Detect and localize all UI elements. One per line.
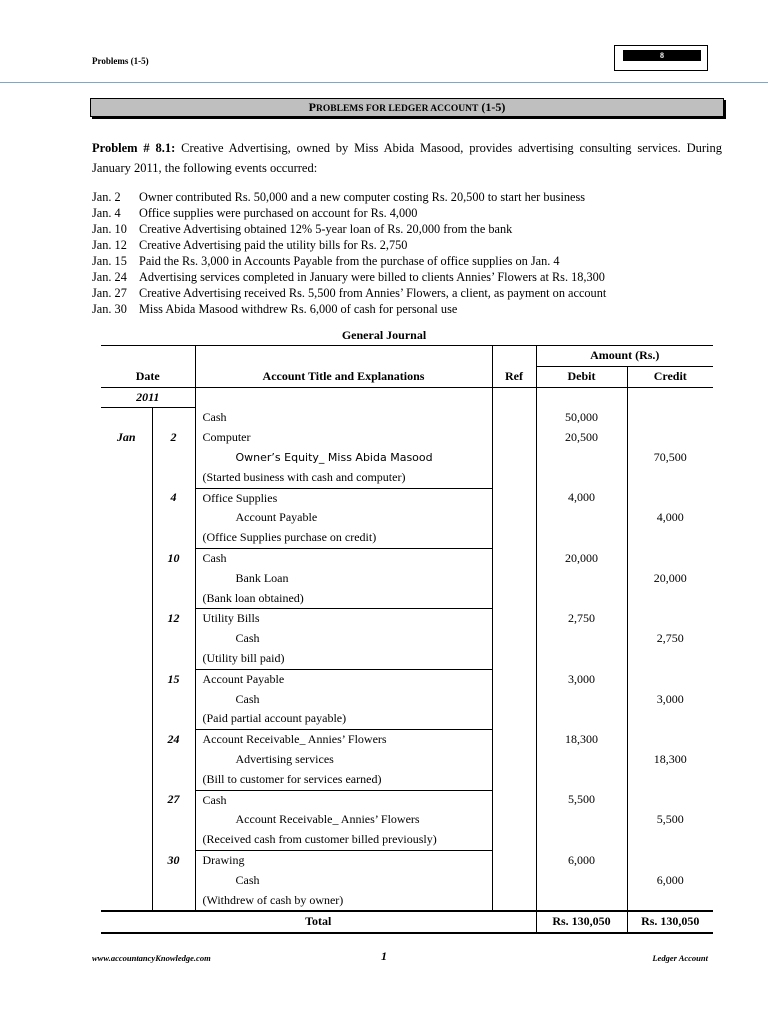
journal-day-cell: 12 (152, 609, 195, 629)
journal-account-cell: (Bill to customer for services earned) (195, 770, 492, 790)
event-date: Jan. 2 (92, 190, 121, 204)
journal-credit-cell (627, 468, 713, 488)
journal-debit-cell (536, 649, 627, 669)
journal-ref-cell (492, 488, 536, 508)
section-title-text: ROBLEMS FOR LEDGER ACCOUNT (316, 104, 479, 114)
journal-month-cell (101, 730, 152, 750)
journal-credit-cell (627, 830, 713, 850)
journal-year: 2011 (101, 387, 195, 408)
journal-debit-cell (536, 468, 627, 488)
journal-ref-cell (492, 448, 536, 468)
event-text: Creative Advertising obtained 12% 5-year loan of Rs. 20,000 from the bank (139, 222, 513, 236)
journal-account-cell: (Received cash from customer billed previously) (195, 830, 492, 850)
journal-account-cell: (Bank loan obtained) (195, 589, 492, 609)
journal-row (101, 770, 713, 790)
journal-credit-cell (627, 669, 713, 689)
total-debit: Rs. 130,050 (536, 911, 627, 933)
journal-credit-cell (627, 730, 713, 750)
journal-debit-cell: 5,500 (536, 790, 627, 810)
journal-month-cell (101, 629, 152, 649)
journal-account-cell: Account Receivable_ Annies’ Flowers (195, 810, 492, 830)
journal-ref-cell (492, 830, 536, 850)
journal-day-cell (152, 408, 195, 428)
journal-debit-cell: 50,000 (536, 408, 627, 428)
footer-right-label: Ledger Account (652, 953, 708, 963)
event-date: Jan. 10 (92, 222, 127, 236)
journal-row (101, 730, 713, 750)
journal-row (101, 468, 713, 488)
journal-debit-cell (536, 508, 627, 528)
journal-account-cell: Computer (195, 428, 492, 448)
event-item (92, 237, 732, 253)
journal-account-cell: Cash (195, 690, 492, 710)
journal-row (101, 871, 713, 891)
journal-cell (492, 387, 536, 408)
journal-cell (195, 387, 492, 408)
journal-row (101, 669, 713, 689)
journal-account-cell: Account Payable (195, 508, 492, 528)
journal-ref-cell (492, 669, 536, 689)
journal-month-cell (101, 810, 152, 830)
journal-day-cell: 2 (152, 428, 195, 448)
date-header: Date (101, 366, 195, 387)
header-divider (0, 82, 768, 83)
event-text: Creative Advertising received Rs. 5,500 from Annies’ Flowers, a client, as payment on account (139, 286, 607, 300)
journal-month-cell (101, 609, 152, 629)
journal-account-cell: Utility Bills (195, 609, 492, 629)
journal-debit-cell (536, 528, 627, 548)
journal-day-cell (152, 508, 195, 528)
journal-account-cell: Cash (195, 790, 492, 810)
journal-ref-cell (492, 770, 536, 790)
journal-account-cell: Advertising services (195, 750, 492, 770)
journal-credit-cell (627, 548, 713, 568)
journal-month-cell (101, 589, 152, 609)
journal-debit-cell (536, 690, 627, 710)
journal-account-cell: Cash (195, 548, 492, 568)
journal-month-cell (101, 548, 152, 568)
journal-debit-cell: 6,000 (536, 850, 627, 870)
journal-day-cell (152, 448, 195, 468)
journal-account-cell: (Started business with cash and computer) (195, 468, 492, 488)
journal-ref-cell (492, 709, 536, 729)
journal-account-cell: Cash (195, 871, 492, 891)
journal-day-cell: 15 (152, 669, 195, 689)
journal-row (101, 508, 713, 528)
journal-debit-cell (536, 830, 627, 850)
event-text: Miss Abida Masood withdrew Rs. 6,000 of cash for personal use (139, 302, 458, 316)
journal-day-cell (152, 830, 195, 850)
journal-day-cell (152, 709, 195, 729)
journal-month-cell (101, 850, 152, 870)
journal-credit-cell (627, 790, 713, 810)
journal-account-cell: Owner’s Equity_ Miss Abida Masood (195, 448, 492, 468)
journal-ref-cell (492, 730, 536, 750)
journal-day-cell (152, 690, 195, 710)
journal-month-cell (101, 508, 152, 528)
journal-debit-cell (536, 891, 627, 912)
event-item (92, 285, 732, 301)
journal-ref-cell (492, 891, 536, 912)
event-date: Jan. 27 (92, 286, 127, 300)
journal-debit-cell (536, 770, 627, 790)
journal-credit-cell (627, 649, 713, 669)
journal-row (101, 569, 713, 589)
journal-month-cell (101, 468, 152, 488)
journal-row (101, 589, 713, 609)
amount-header: Amount (Rs.) (536, 346, 713, 367)
total-credit: Rs. 130,050 (627, 911, 713, 933)
journal-account-cell: (Office Supplies purchase on credit) (195, 528, 492, 548)
journal-ref-cell (492, 589, 536, 609)
journal-month-cell (101, 750, 152, 770)
running-header: Problems (1-5) (92, 56, 149, 66)
event-item (92, 205, 732, 221)
event-text: Creative Advertising paid the utility bills for Rs. 2,750 (139, 238, 408, 252)
journal-row (101, 690, 713, 710)
events-list (92, 189, 732, 317)
journal-month-cell (101, 871, 152, 891)
journal-cell (627, 387, 713, 408)
journal-row (101, 649, 713, 669)
journal-debit-cell: 18,300 (536, 730, 627, 750)
event-date: Jan. 4 (92, 206, 121, 220)
event-date: Jan. 30 (92, 302, 127, 316)
page-number-box (614, 45, 708, 71)
journal-ref-cell (492, 871, 536, 891)
journal-day-cell: 30 (152, 850, 195, 870)
journal-ref-cell (492, 609, 536, 629)
event-item (92, 269, 732, 285)
journal-head-row-1 (101, 346, 713, 367)
debit-header: Debit (536, 366, 627, 387)
event-text: Owner contributed Rs. 50,000 and a new computer costing Rs. 20,500 to start her business (139, 190, 586, 204)
journal-total-row (101, 911, 713, 933)
journal-month-cell (101, 770, 152, 790)
general-journal-table (101, 345, 713, 934)
journal-month-cell (101, 649, 152, 669)
journal-credit-cell (627, 609, 713, 629)
journal-account-cell: Office Supplies (195, 488, 492, 508)
journal-credit-cell (627, 528, 713, 548)
problem-text: Creative Advertising, owned by Miss Abida Masood, provides advertising consulting services. During January 2011, the following events occurred: (92, 141, 722, 175)
journal-day-cell (152, 528, 195, 548)
journal-credit-cell: 2,750 (627, 629, 713, 649)
journal-month-cell (101, 448, 152, 468)
journal-account-cell: Cash (195, 408, 492, 428)
account-header: Account Title and Explanations (195, 366, 492, 387)
journal-account-cell: Bank Loan (195, 569, 492, 589)
journal-day-cell (152, 589, 195, 609)
footer-page-number: 1 (381, 949, 387, 963)
journal-credit-cell (627, 428, 713, 448)
journal-month-cell (101, 528, 152, 548)
journal-debit-cell: 2,750 (536, 609, 627, 629)
journal-row (101, 850, 713, 870)
journal-day-cell: 27 (152, 790, 195, 810)
journal-day-cell (152, 871, 195, 891)
journal-day-cell (152, 891, 195, 912)
problem-intro (92, 138, 722, 178)
journal-day-cell (152, 468, 195, 488)
journal-ref-cell (492, 649, 536, 669)
journal-month-cell (101, 830, 152, 850)
journal-debit-cell (536, 589, 627, 609)
journal-credit-cell (627, 709, 713, 729)
journal-ref-cell (492, 468, 536, 488)
journal-day-cell (152, 770, 195, 790)
journal-ref-cell (492, 790, 536, 810)
journal-day-cell (152, 569, 195, 589)
journal-credit-cell (627, 408, 713, 428)
journal-ref-cell (492, 548, 536, 568)
journal-month-cell: Jan (116, 430, 136, 445)
journal-ref-cell (492, 629, 536, 649)
journal-debit-cell (536, 709, 627, 729)
section-title (90, 98, 724, 117)
journal-ref-cell (492, 408, 536, 428)
journal-credit-cell: 70,500 (627, 448, 713, 468)
section-title-first-letter: P (308, 100, 317, 114)
journal-month-cell (101, 690, 152, 710)
event-text: Paid the Rs. 3,000 in Accounts Payable from the purchase of office supplies on Jan. 4 (139, 254, 560, 268)
journal-credit-cell: 4,000 (627, 508, 713, 528)
journal-ref-cell (492, 690, 536, 710)
journal-month-cell (101, 891, 152, 912)
journal-month-cell (101, 488, 152, 508)
journal-row (101, 891, 713, 912)
event-date: Jan. 12 (92, 238, 127, 252)
event-item (92, 189, 732, 205)
journal-row (101, 428, 713, 448)
event-date: Jan. 15 (92, 254, 127, 268)
footer-website: www.accountancyKnowledge.com (92, 953, 211, 963)
journal-debit-cell (536, 569, 627, 589)
event-text: Advertising services completed in January were billed to clients Annies’ Flowers at Rs. 18,300 (139, 270, 605, 284)
journal-row (101, 830, 713, 850)
journal-ref-cell (492, 528, 536, 548)
journal-month-cell (101, 669, 152, 689)
journal-account-cell: (Withdrew of cash by owner) (195, 891, 492, 912)
journal-month-cell (101, 709, 152, 729)
journal-account-cell: (Utility bill paid) (195, 649, 492, 669)
journal-row (101, 750, 713, 770)
journal-title: General Journal (341, 328, 427, 342)
journal-row (101, 488, 713, 508)
event-text: Office supplies were purchased on account for Rs. 4,000 (139, 206, 418, 220)
journal-debit-cell: 3,000 (536, 669, 627, 689)
journal-month-cell (101, 790, 152, 810)
journal-ref-cell (492, 569, 536, 589)
journal-debit-cell: 20,000 (536, 548, 627, 568)
problem-label: Problem # 8.1: (92, 141, 176, 155)
journal-account-cell: (Paid partial account payable) (195, 709, 492, 729)
page-number-label: 8 (623, 50, 701, 61)
journal-credit-cell: 18,300 (627, 750, 713, 770)
total-label: Total (101, 911, 536, 933)
journal-row (101, 408, 713, 428)
journal-ref-cell (492, 810, 536, 830)
journal-credit-cell (627, 891, 713, 912)
journal-credit-cell (627, 770, 713, 790)
journal-debit-cell: 4,000 (536, 488, 627, 508)
credit-header: Credit (627, 366, 713, 387)
journal-debit-cell (536, 750, 627, 770)
journal-month-cell (101, 408, 152, 428)
journal-account-cell: Cash (195, 629, 492, 649)
journal-ref-cell (492, 850, 536, 870)
journal-row (101, 448, 713, 468)
journal-cell (536, 387, 627, 408)
journal-credit-cell: 6,000 (627, 871, 713, 891)
journal-row (101, 790, 713, 810)
event-item (92, 301, 732, 317)
event-date: Jan. 24 (92, 270, 127, 284)
event-item (92, 221, 732, 237)
journal-day-cell (152, 810, 195, 830)
journal-credit-cell (627, 850, 713, 870)
journal-debit-cell (536, 810, 627, 830)
journal-debit-cell (536, 448, 627, 468)
journal-ref-cell (492, 508, 536, 528)
journal-day-cell: 10 (152, 548, 195, 568)
journal-row (101, 609, 713, 629)
journal-credit-cell (627, 488, 713, 508)
journal-month-cell (101, 569, 152, 589)
journal-day-cell (152, 649, 195, 669)
journal-account-cell: Account Receivable_ Annies’ Flowers (195, 730, 492, 750)
journal-account-cell: Drawing (195, 850, 492, 870)
journal-debit-cell (536, 871, 627, 891)
journal-day-cell: 4 (152, 488, 195, 508)
event-item (92, 253, 732, 269)
journal-debit-cell (536, 629, 627, 649)
journal-credit-cell (627, 589, 713, 609)
journal-debit-cell: 20,500 (536, 428, 627, 448)
journal-credit-cell: 5,500 (627, 810, 713, 830)
journal-ref-cell (492, 750, 536, 770)
journal-row (101, 548, 713, 568)
section-title-number: (1-5) (481, 100, 506, 114)
journal-row (101, 528, 713, 548)
journal-day-cell (152, 750, 195, 770)
journal-ref-cell (492, 428, 536, 448)
journal-day-cell (152, 629, 195, 649)
journal-row (101, 709, 713, 729)
journal-row (101, 629, 713, 649)
journal-day-cell: 24 (152, 730, 195, 750)
journal-credit-cell: 20,000 (627, 569, 713, 589)
ref-header: Ref (492, 366, 536, 387)
journal-credit-cell: 3,000 (627, 690, 713, 710)
journal-year-row (101, 387, 713, 408)
journal-head-row-2 (101, 366, 713, 387)
journal-account-cell: Account Payable (195, 669, 492, 689)
journal-row (101, 810, 713, 830)
